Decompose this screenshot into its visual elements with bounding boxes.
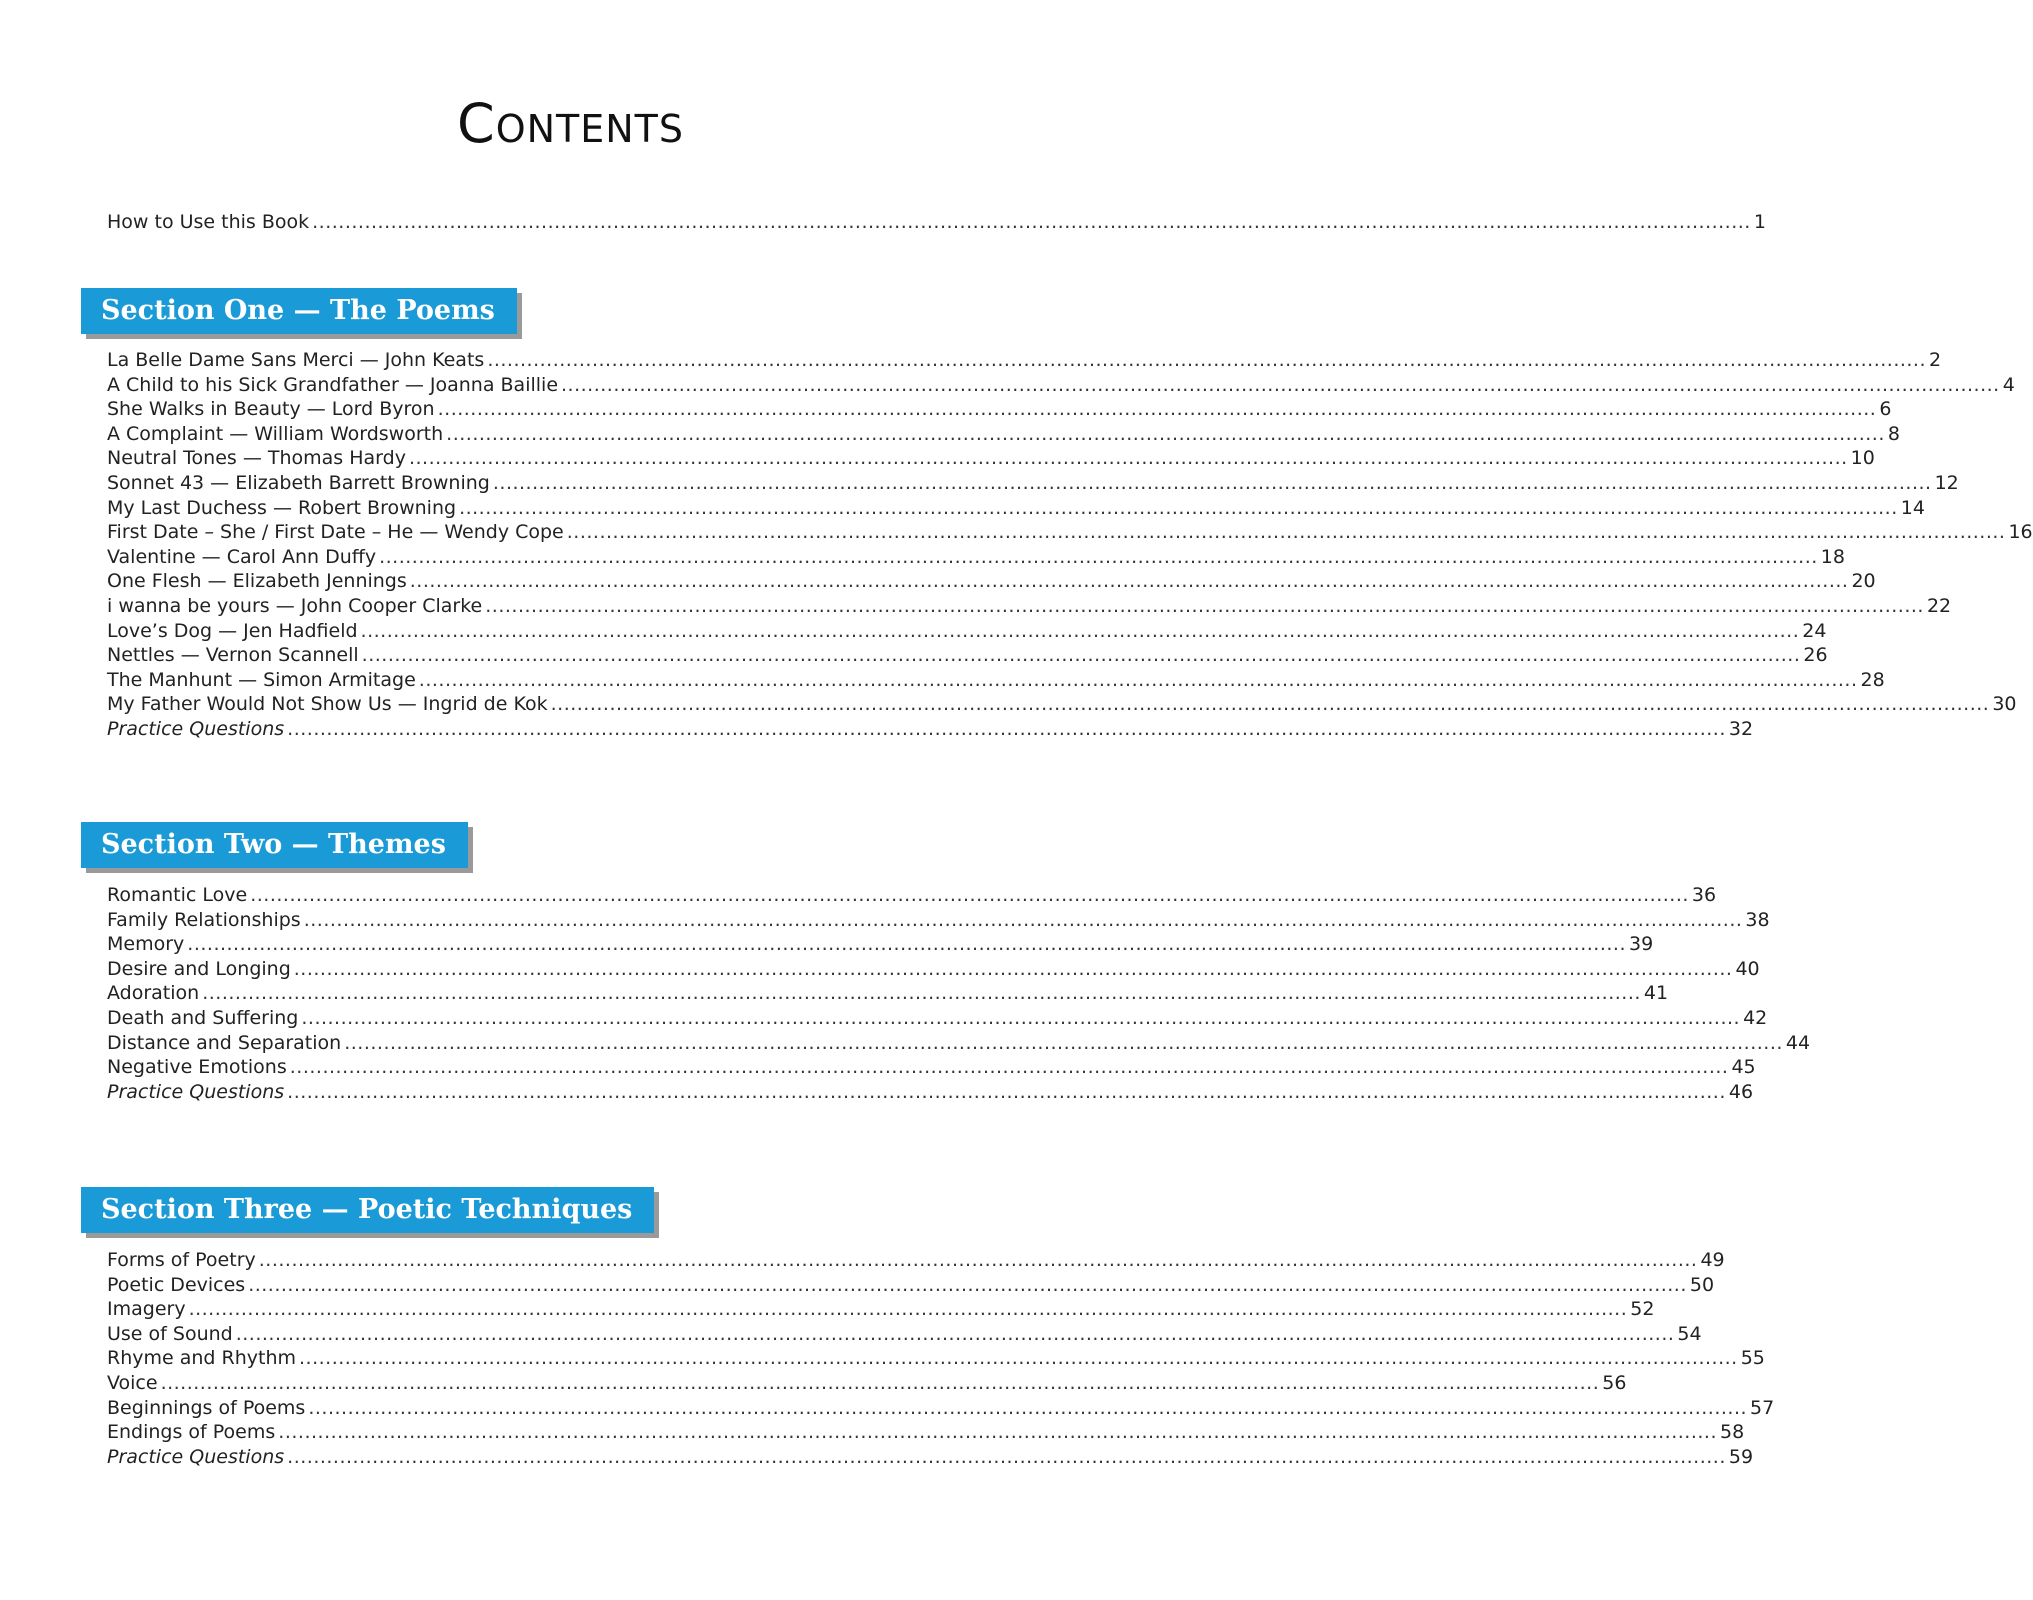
- toc-leader-dots: ............................................................................................................................................................................................................................: [303, 909, 1743, 931]
- toc-entry[interactable]: [107, 619, 1827, 644]
- toc-leader-dots: ............................................................................................................................................................................................................................: [446, 423, 1885, 445]
- toc-entry-page: 46: [1728, 1081, 1754, 1103]
- toc-entry-label: Beginnings of Poems: [107, 1397, 306, 1419]
- toc-entry[interactable]: [107, 1031, 1811, 1056]
- toc-entry[interactable]: [107, 883, 1717, 908]
- toc-entry-page: 44: [1785, 1032, 1811, 1054]
- toc-entry-page: 54: [1677, 1323, 1702, 1345]
- toc-entry-page: 58: [1720, 1421, 1745, 1443]
- toc-leader-dots: ............................................................................................................................................................................................................................: [492, 472, 1932, 494]
- toc-entry-label: Endings of Poems: [107, 1421, 276, 1443]
- toc-entry-page: 55: [1740, 1347, 1765, 1369]
- toc-entry-page: 57: [1750, 1397, 1775, 1419]
- toc-entry[interactable]: [107, 1248, 1725, 1273]
- toc-entry[interactable]: [107, 1396, 1775, 1421]
- toc-leader-dots: ............................................................................................................................................................................................................................: [278, 1421, 1717, 1443]
- toc-entry-label: A Complaint — William Wordsworth: [107, 423, 444, 445]
- toc-entry-page: 1: [1753, 211, 1766, 233]
- toc-entry[interactable]: [107, 446, 1875, 471]
- toc-entry-label: Imagery: [107, 1298, 186, 1320]
- toc-entry[interactable]: [107, 692, 2017, 717]
- toc-entry-page: 52: [1630, 1298, 1655, 1320]
- toc-entry-page: 41: [1643, 982, 1669, 1004]
- toc-entry-label: Desire and Longing: [107, 958, 291, 980]
- page-title: Contents: [456, 92, 685, 155]
- toc-entry-label: Valentine — Carol Ann Duffy: [107, 546, 377, 568]
- toc-leader-dots: ............................................................................................................................................................................................................................: [437, 398, 1877, 420]
- section-three-heading: Section Three — Poetic Techniques: [81, 1187, 654, 1233]
- toc-leader-dots: ............................................................................................................................................................................................................................: [187, 933, 1626, 955]
- toc-entry-page: 32: [1728, 718, 1754, 740]
- toc-entry-label: Distance and Separation: [107, 1032, 342, 1054]
- toc-entry[interactable]: [107, 1346, 1765, 1371]
- toc-entry-page: 30: [1992, 693, 2017, 715]
- toc-leader-dots: ............................................................................................................................................................................................................................: [459, 497, 1898, 519]
- toc-entry[interactable]: [107, 1080, 1754, 1105]
- toc-entry-label: Rhyme and Rhythm: [107, 1347, 296, 1369]
- toc-entry-label: One Flesh — Elizabeth Jennings: [107, 570, 407, 592]
- toc-entry-page: 39: [1628, 933, 1654, 955]
- toc-entry-label: Poetic Devices: [107, 1274, 246, 1296]
- toc-entry-label: Death and Suffering: [107, 1007, 299, 1029]
- toc-entry[interactable]: [107, 1420, 1745, 1445]
- toc-leader-dots: ............................................................................................................................................................................................................................: [250, 884, 1689, 906]
- toc-entry-page: 50: [1689, 1274, 1715, 1296]
- toc-entry-page: 45: [1731, 1056, 1756, 1078]
- toc-leader-dots: ............................................................................................................................................................................................................................: [289, 1056, 1729, 1078]
- toc-leader-dots: ............................................................................................................................................................................................................................: [344, 1032, 1783, 1054]
- toc-entry[interactable]: [107, 1273, 1715, 1298]
- toc-entry-page: 36: [1691, 884, 1717, 906]
- toc-entry-how-to-use[interactable]: [107, 210, 1766, 235]
- toc-entry-page: 24: [1802, 620, 1827, 642]
- toc-entry[interactable]: [107, 348, 1942, 373]
- toc-leader-dots: ............................................................................................................................................................................................................................: [248, 1274, 1687, 1296]
- section-one-heading: Section One — The Poems: [81, 288, 517, 334]
- toc-entry-page: 8: [1887, 423, 1900, 445]
- toc-entry[interactable]: [107, 520, 2033, 545]
- toc-leader-dots: ............................................................................................................................................................................................................................: [308, 1397, 1748, 1419]
- toc-leader-dots: ............................................................................................................................................................................................................................: [188, 1298, 1628, 1320]
- toc-leader-dots: ............................................................................................................................................................................................................................: [418, 669, 1858, 691]
- toc-leader-dots: ............................................................................................................................................................................................................................: [312, 211, 1751, 233]
- toc-entry-page: 22: [1926, 595, 1952, 617]
- toc-entry-label: Love’s Dog — Jen Hadfield: [107, 620, 358, 642]
- toc-leader-dots: ............................................................................................................................................................................................................................: [409, 570, 1849, 592]
- toc-entry[interactable]: [107, 422, 1900, 447]
- toc-entry[interactable]: [107, 471, 1959, 496]
- toc-entry[interactable]: [107, 496, 1925, 521]
- toc-entry-page: 20: [1851, 570, 1876, 592]
- toc-entry[interactable]: [107, 932, 1654, 957]
- toc-entry-page: 2: [1929, 349, 1942, 371]
- toc-entry-label: She Walks in Beauty — Lord Byron: [107, 398, 435, 420]
- toc-leader-dots: ............................................................................................................................................................................................................................: [235, 1323, 1675, 1345]
- toc-entry[interactable]: [107, 643, 1828, 668]
- toc-entry-page: 12: [1934, 472, 1959, 494]
- toc-entry-label: Memory: [107, 933, 185, 955]
- toc-entry-page: 4: [2002, 374, 2015, 396]
- toc-leader-dots: ............................................................................................................................................................................................................................: [202, 982, 1641, 1004]
- toc-entry[interactable]: [107, 717, 1754, 742]
- toc-leader-dots: ............................................................................................................................................................................................................................: [379, 546, 1818, 568]
- toc-entry-label: The Manhunt — Simon Armitage: [107, 669, 416, 691]
- toc-entry-page: 49: [1700, 1249, 1725, 1271]
- toc-leader-dots: ............................................................................................................................................................................................................................: [550, 693, 1990, 715]
- toc-entry-label: Sonnet 43 — Elizabeth Barrett Browning: [107, 472, 490, 494]
- toc-entry-label: Practice Questions: [107, 1446, 285, 1468]
- toc-leader-dots: ............................................................................................................................................................................................................................: [287, 1446, 1726, 1468]
- toc-entry[interactable]: [107, 373, 2015, 398]
- toc-entry-label: Practice Questions: [107, 718, 285, 740]
- toc-entry[interactable]: [107, 397, 1892, 422]
- toc-entry[interactable]: [107, 1445, 1754, 1470]
- toc-entry-page: 6: [1879, 398, 1892, 420]
- toc-leader-dots: ............................................................................................................................................................................................................................: [485, 595, 1924, 617]
- toc-entry[interactable]: [107, 1006, 1768, 1031]
- toc-entry-label: How to Use this Book: [107, 211, 310, 233]
- toc-leader-dots: ............................................................................................................................................................................................................................: [360, 620, 1800, 642]
- toc-leader-dots: ............................................................................................................................................................................................................................: [287, 718, 1726, 740]
- toc-leader-dots: ............................................................................................................................................................................................................................: [287, 1081, 1726, 1103]
- toc-leader-dots: ............................................................................................................................................................................................................................: [361, 644, 1801, 666]
- toc-entry-page: 56: [1602, 1372, 1627, 1394]
- toc-entry-label: Adoration: [107, 982, 200, 1004]
- toc-entry[interactable]: [107, 957, 1760, 982]
- toc-leader-dots: ............................................................................................................................................................................................................................: [301, 1007, 1741, 1029]
- toc-leader-dots: ............................................................................................................................................................................................................................: [487, 349, 1927, 371]
- toc-entry-page: 10: [1850, 447, 1875, 469]
- toc-entry-page: 26: [1803, 644, 1828, 666]
- toc-entry-label: Use of Sound: [107, 1323, 233, 1345]
- toc-entry[interactable]: [107, 1322, 1702, 1347]
- toc-entry-label: Negative Emotions: [107, 1056, 287, 1078]
- toc-entry-label: i wanna be yours — John Cooper Clarke: [107, 595, 483, 617]
- toc-entry-label: Voice: [107, 1372, 158, 1394]
- toc-entry-page: 59: [1728, 1446, 1754, 1468]
- toc-entry-page: 40: [1735, 958, 1760, 980]
- toc-leader-dots: ............................................................................................................................................................................................................................: [561, 374, 2000, 396]
- toc-entry-label: Nettles — Vernon Scannell: [107, 644, 359, 666]
- toc-entry[interactable]: [107, 1297, 1655, 1322]
- toc-entry-label: Forms of Poetry: [107, 1249, 256, 1271]
- toc-entry-page: 28: [1860, 669, 1885, 691]
- toc-leader-dots: ............................................................................................................................................................................................................................: [293, 958, 1733, 980]
- toc-entry[interactable]: [107, 594, 1952, 619]
- section-two-heading: Section Two — Themes: [81, 822, 468, 868]
- toc-entry[interactable]: [107, 569, 1876, 594]
- toc-leader-dots: ............................................................................................................................................................................................................................: [160, 1372, 1600, 1394]
- toc-entry-label: My Father Would Not Show Us — Ingrid de Kok: [107, 693, 548, 715]
- toc-entry[interactable]: [107, 545, 1845, 570]
- toc-leader-dots: ............................................................................................................................................................................................................................: [258, 1249, 1698, 1271]
- toc-entry-page: 16: [2008, 521, 2033, 543]
- toc-entry-label: First Date – She / First Date – He — Wendy Cope: [107, 521, 564, 543]
- toc-entry-label: La Belle Dame Sans Merci — John Keats: [107, 349, 485, 371]
- toc-entry[interactable]: [107, 981, 1669, 1006]
- toc-leader-dots: ............................................................................................................................................................................................................................: [408, 447, 1848, 469]
- toc-entry[interactable]: [107, 668, 1885, 693]
- toc-entry-label: Practice Questions: [107, 1081, 285, 1103]
- toc-entry-label: A Child to his Sick Grandfather — Joanna Baillie: [107, 374, 559, 396]
- toc-leader-dots: ............................................................................................................................................................................................................................: [299, 1347, 1738, 1369]
- toc-entry[interactable]: [107, 908, 1770, 933]
- toc-entry[interactable]: [107, 1371, 1627, 1396]
- toc-entry-label: Family Relationships: [107, 909, 301, 931]
- toc-entry-label: Neutral Tones — Thomas Hardy: [107, 447, 406, 469]
- toc-entry-label: Romantic Love: [107, 884, 248, 906]
- toc-entry[interactable]: [107, 1055, 1756, 1080]
- toc-leader-dots: ............................................................................................................................................................................................................................: [566, 521, 2006, 543]
- toc-entry-page: 18: [1820, 546, 1845, 568]
- toc-entry-label: My Last Duchess — Robert Browning: [107, 497, 457, 519]
- toc-entry-page: 14: [1900, 497, 1925, 519]
- toc-entry-page: 42: [1743, 1007, 1768, 1029]
- toc-entry-page: 38: [1745, 909, 1770, 931]
